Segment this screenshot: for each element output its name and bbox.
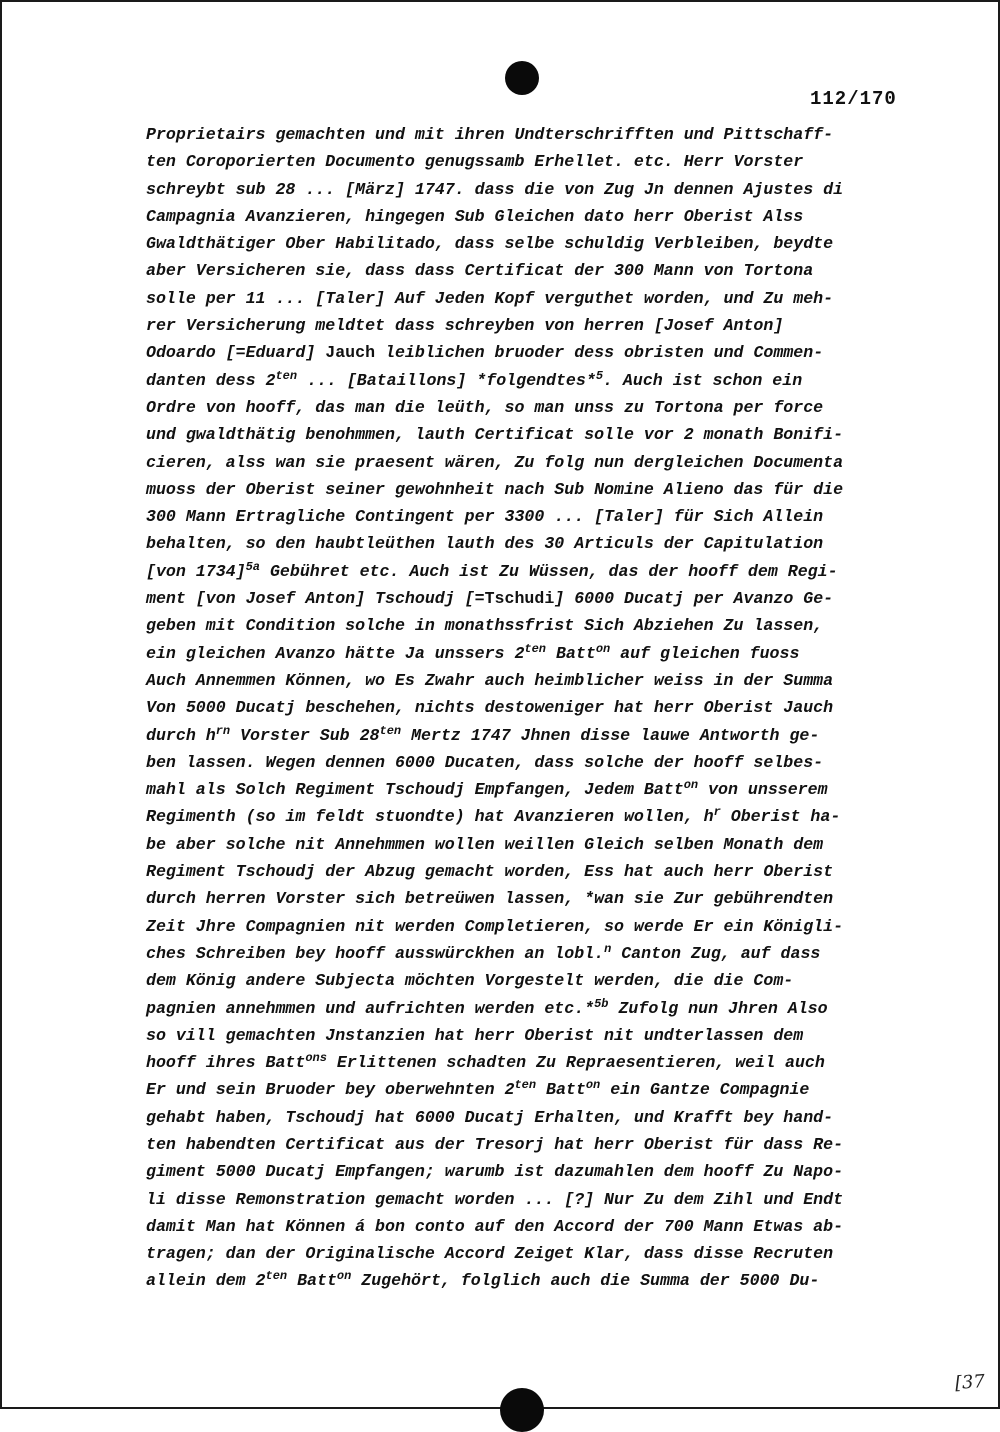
superscript: ten (265, 1269, 288, 1284)
text-run: Odoardo [=Eduard] (146, 343, 326, 363)
superscript: ten (524, 641, 547, 656)
superscript: on (336, 1269, 352, 1284)
text-line (146, 1049, 916, 1076)
text-line (146, 558, 916, 585)
text-run: cieren, alss wan sie praesent wären, Zu folg nun dergleichen Documenta (146, 452, 844, 472)
text-run: Er und sein Bruoder bey oberwehnten 2 (146, 1080, 515, 1100)
text-line (146, 176, 916, 203)
text-run: Batt (536, 1080, 586, 1100)
text-run: aber Versicheren sie, dass dass Certificat der 300 Mann von Tortona (146, 261, 814, 281)
text-run: danten dess 2 (146, 370, 276, 390)
text-line (146, 585, 916, 612)
text-run: . Auch ist schon ein (603, 370, 803, 390)
text-run: Zeit Jhre Compagnien nit werden Completieren, so werde Er ein Königli- (146, 916, 844, 936)
text-line (146, 1022, 916, 1049)
text-line (146, 858, 916, 885)
superscript: ten (275, 368, 298, 383)
superscript: on (595, 641, 611, 656)
text-run: Batt (287, 1271, 337, 1291)
text-line (146, 530, 916, 557)
text-run: Proprietairs gemachten und mit ihren Undterschrifften und Pittschaff- (146, 125, 834, 144)
text-run: Auch Annemmen Können, wo Es Zwahr auch heimblicher weiss in der Summa (146, 670, 834, 690)
text-line (146, 1240, 916, 1267)
text-line (146, 1131, 916, 1158)
handwritten-page-note: [37 (954, 1370, 986, 1395)
text-line (146, 312, 916, 339)
superscript: on (585, 1078, 601, 1093)
text-run: ein gleichen Avanzo hätte Ja unssers 2 (146, 643, 525, 663)
text-line (146, 940, 916, 967)
text-line (146, 503, 916, 530)
text-run: rer Versicherung meldtet dass schreyben von herren [Josef Anton] (146, 316, 784, 336)
text-line (146, 257, 916, 284)
text-run: allein dem 2 (146, 1271, 266, 1291)
text-run: Gebühret etc. Auch ist Zu Wüssen, das der hooff dem Regi- (260, 561, 838, 581)
text-run: Regiment Tschoudj der Abzug gemacht worden, Ess hat auch herr Oberist (146, 862, 834, 882)
text-line (146, 449, 916, 476)
text-run: Batt (546, 643, 596, 663)
text-run: [von 1734] (146, 561, 246, 581)
text-run: ment [von Josef Anton] Tschoudj [= (146, 589, 485, 609)
punch-hole-top (505, 61, 539, 95)
superscript: ten (514, 1078, 537, 1093)
text-run: auf gleichen fuoss (610, 643, 800, 663)
document-body-text (146, 121, 916, 1295)
superscript: 5 (595, 368, 604, 383)
text-run: dem König andere Subjecta möchten Vorgestelt werden, die die Com- (146, 971, 794, 991)
text-run: Regimenth (so im feldt stuondte) hat Avanzieren wollen, h (146, 807, 714, 827)
text-line (146, 203, 916, 230)
text-run: Campagnia Avanzieren, hingegen Sub Gleichen dato herr Oberist Alss (146, 206, 804, 226)
text-line (146, 476, 916, 503)
superscript: 5a (245, 559, 260, 574)
page-number: 112/170 (810, 88, 897, 110)
text-line (146, 1076, 916, 1103)
text-run: leiblichen bruoder dess obristen und Commen- (375, 343, 824, 363)
superscript: 5b (594, 996, 609, 1011)
text-run: ... [Bataillons] *folgendtes* (297, 370, 596, 390)
text-line (146, 285, 916, 312)
text-line (146, 667, 916, 694)
text-line (146, 913, 916, 940)
text-line (146, 967, 916, 994)
text-run: Canton Zug, auf dass (611, 943, 821, 963)
text-run: pagnien annehmmen und aufrichten werden etc.* (146, 998, 595, 1018)
text-run: be aber solche nit Annehmmen wollen weillen Gleich selben Monath dem (146, 834, 824, 854)
text-run: behalten, so den haubtleüthen lauth des 30 Articuls der Capitulation (146, 534, 824, 554)
text-run: Zugehört, folglich auch die Summa der 5000 Du- (351, 1271, 820, 1291)
text-run: li disse Remonstration gemacht worden ... [?] Nur Zu dem Zihl und Endt (146, 1189, 844, 1209)
emphasized-name: Jauch (325, 343, 376, 363)
text-run: solle per 11 ... [Taler] Auf Jeden Kopf verguthet worden, und Zu meh- (146, 288, 834, 308)
text-line (146, 1213, 916, 1240)
text-run: Erlittenen schadten Zu Repraesentieren, weil auch (326, 1053, 825, 1073)
text-line (146, 230, 916, 257)
text-run: Gwaldthätiger Ober Habilitado, dass selbe schuldig Verbleiben, beydte (146, 234, 834, 254)
punch-hole-bottom (500, 1388, 544, 1432)
text-run: Ordre von hooff, das man die leüth, so man unss zu Tortona per force (146, 397, 824, 417)
text-run: 300 Mann Ertragliche Contingent per 3300 ... [Taler] für Sich Allein (146, 507, 824, 527)
text-line (146, 1104, 916, 1131)
text-run: ben lassen. Wegen dennen 6000 Ducaten, dass solche der hooff selbes- (146, 752, 824, 772)
text-line (146, 121, 916, 148)
text-run: von unsserem (698, 780, 828, 800)
text-run: Von 5000 Ducatj beschehen, nichts destoweniger hat herr Oberist Jauch (146, 698, 834, 718)
text-line (146, 148, 916, 175)
text-run: muoss der Oberist seiner gewohnheit nach Sub Nomine Alieno das für die (146, 479, 844, 499)
text-run: durch herren Vorster sich betreüwen lassen, *wan sie Zur gebührendten (146, 889, 834, 909)
text-line (146, 421, 916, 448)
superscript: ons (305, 1051, 327, 1066)
text-line (146, 1186, 916, 1213)
text-run: giment 5000 Ducatj Empfangen; warumb ist dazumahlen dem hooff Zu Napo- (146, 1162, 844, 1182)
superscript: ten (379, 723, 402, 738)
text-line (146, 394, 916, 421)
superscript: n (604, 941, 612, 956)
text-line (146, 776, 916, 803)
text-line (146, 885, 916, 912)
text-line (146, 1267, 916, 1294)
text-run: geben mit Condition solche in monathssfrist Sich Abziehen Zu lassen, (146, 616, 824, 636)
superscript: r (713, 805, 721, 820)
emphasized-name: Tschudi (484, 589, 555, 609)
text-run: Mertz 1747 Jhnen disse lauwe Antworth ge- (401, 725, 820, 745)
text-run: durch h (146, 725, 216, 745)
text-line (146, 612, 916, 639)
text-line (146, 1158, 916, 1185)
text-run: Vorster Sub 28 (230, 725, 380, 745)
superscript: on (683, 778, 699, 793)
text-run: gehabt haben, Tschoudj hat 6000 Ducatj Erhalten, und Krafft bey hand- (146, 1107, 834, 1127)
text-run: tragen; dan der Originalische Accord Zeiget Klar, dass disse Recruten (146, 1244, 834, 1264)
text-line (146, 694, 916, 721)
text-run: hooff ihres Batt (146, 1053, 306, 1073)
text-line (146, 995, 916, 1022)
text-run: Oberist ha- (720, 807, 841, 827)
text-line (146, 367, 916, 394)
text-run: ein Gantze Compagnie (600, 1080, 810, 1100)
text-run: ten Coroporierten Documento genugssamb Erhellet. etc. Herr Vorster (146, 152, 804, 172)
text-run: mahl als Solch Regiment Tschoudj Empfangen, Jedem Batt (146, 780, 684, 800)
text-line (146, 640, 916, 667)
text-line (146, 803, 916, 830)
text-run: ] 6000 Ducatj per Avanzo Ge- (554, 589, 834, 609)
text-line (146, 749, 916, 776)
text-run: damit Man hat Können á bon conto auf den Accord der 700 Mann Etwas ab- (146, 1216, 844, 1236)
text-line (146, 722, 916, 749)
superscript: rn (215, 723, 231, 738)
text-run: schreybt sub 28 ... [März] 1747. dass die von Zug Jn dennen Ajustes di (146, 179, 844, 199)
text-run: ten habendten Certificat aus der Tresorj hat herr Oberist für dass Re- (146, 1134, 844, 1154)
text-run: Zufolg nun Jhren Also (608, 998, 828, 1018)
text-line (146, 831, 916, 858)
text-run: ches Schreiben bey hooff ausswürckhen an lobl. (146, 943, 605, 963)
text-line (146, 339, 916, 366)
text-run: so vill gemachten Jnstanzien hat herr Oberist nit undterlassen dem (146, 1025, 804, 1045)
text-run: und gwaldthätig benohmmen, lauth Certificat solle vor 2 monath Bonifi- (146, 425, 844, 445)
